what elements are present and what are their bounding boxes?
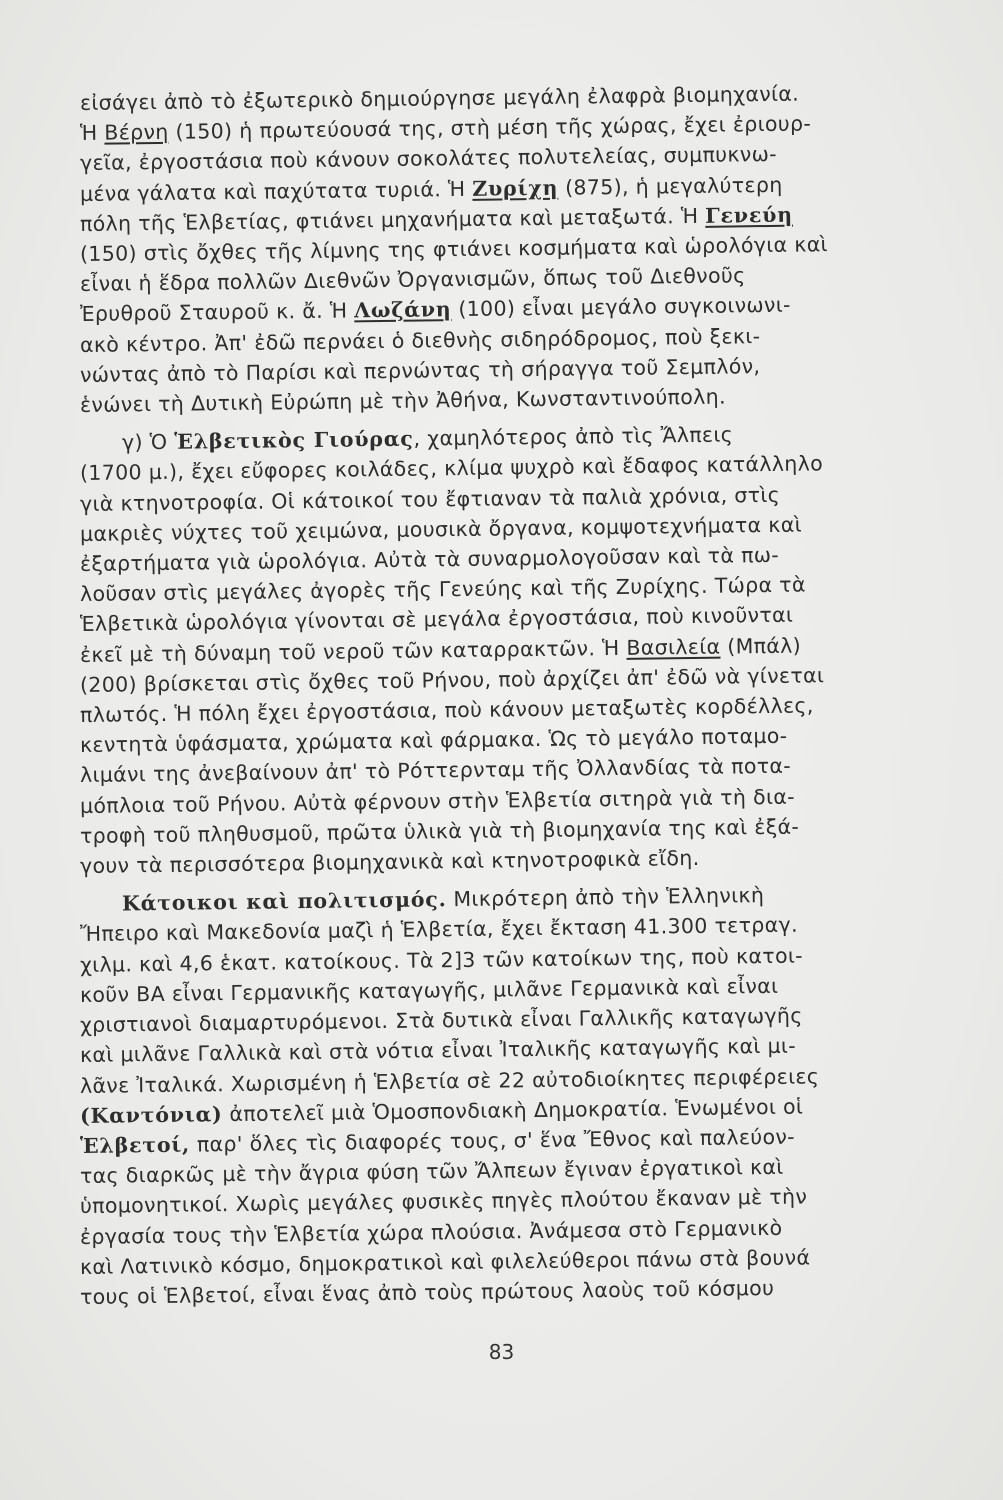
term-swiss: Ἑλβετοί,	[79, 1132, 191, 1158]
text-line: γεῖα, ἐργοστάσια ποὺ κάνουν σοκολάτες πολυτελείας, συμπυκνω-	[79, 142, 778, 176]
text-line: Ἐρυθροῦ Σταυροῦ κ. ἄ. Ἡ Λωζάνη (100) εἶναι μεγάλο συγκοινωνι-	[79, 293, 791, 327]
text-line: τους οἱ Ἑλβετοί, εἶναι ἕνας ἀπὸ τοὺς πρώτους λαοὺς τοῦ κόσμου	[79, 1275, 775, 1309]
body-text	[79, 81, 888, 1312]
text-line: λοῦσαν στὶς μεγάλες ἀγορὲς τῆς Γενεύης καὶ τῆς Ζυρίχης. Τώρα τὰ	[79, 572, 806, 607]
text-line: Ἑλβετοί, παρ' ὅλες τὶς διαφορές τους, σ' ἕνα Ἔθνος καὶ παλεύον-	[79, 1124, 796, 1158]
city-geneva: Γενεύη	[705, 202, 794, 228]
text-line: γ) Ὁ Ἑλβετικὸς Γιούρας, χαμηλότερος ἀπὸ τὶς Ἄλπεις	[121, 422, 734, 455]
text-line: ἐκεῖ μὲ τὴ δύναμη τοῦ νεροῦ τῶν καταρρακτῶν. Ἡ Βασιλεία (Μπάλ)	[79, 633, 802, 667]
page-number: 83	[488, 1340, 515, 1364]
text-line: λιμάνι της ἀνεβαίνουν ἀπ' τὸ Ρόττερνταμ τῆς Ὀλλανδίας τὰ ποτα-	[79, 754, 792, 788]
city-basel: Βασιλεία	[626, 634, 721, 660]
text-line: μόπλοια τοῦ Ρήνου. Αὐτὰ φέρνουν στὴν Ἑλβετία σιτηρὰ γιὰ τὴ δια-	[79, 784, 796, 818]
text-line: νώντας ἀπὸ τὸ Παρίσι καὶ περνώντας τὴ σήραγγα τοῦ Σεμπλόν,	[79, 353, 761, 387]
text-line: ὑπομονητικοί. Χωρὶς μεγάλες φυσικὲς πηγὲς πλούτου ἔκαναν μὲ τὴν	[79, 1184, 808, 1219]
text-line: καὶ Λατινικὸ κόσμο, δημοκρατικοὶ καὶ φιλελεύθεροι πάνω στὰ βουνά	[79, 1245, 811, 1279]
text-line: τροφὴ τοῦ πληθυσμοῦ, πρῶτα ὑλικὰ γιὰ τὴ βιομηχανία της καὶ ἐξά-	[79, 814, 800, 848]
text-line: χριστιανοὶ διαμαρτυρόμενοι. Στὰ δυτικὰ εἶναι Γαλλικῆς καταγωγῆς	[79, 1003, 803, 1038]
text-line: γιὰ κτηνοτροφία. Οἱ κάτοικοί του ἔφτιαναν τὰ παλιὰ χρόνια, στὶς	[79, 482, 781, 516]
city-lausanne: Λωζάνη	[354, 297, 452, 323]
section-heading-inhabitants: Κάτοικοι καὶ πολιτισμός.	[121, 887, 447, 916]
text-line: Ἤπειρο καὶ Μακεδονία μαζὶ ἡ Ἑλβετία, ἔχει ἔκταση 41.300 τετραγ.	[79, 913, 799, 947]
section-jura: Ἑλβετικὸς Γιούρας	[174, 426, 414, 454]
text-line: ἑνώνει τὴ Δυτικὴ Εὐρώπη μὲ τὴν Ἀθήνα, Κωνσταντινούπολη.	[79, 384, 727, 418]
text-line: πόλη τῆς Ἑλβετίας, φτιάνει μηχανήματα καὶ μεταξωτά. Ἡ Γενεύη	[79, 202, 794, 236]
text-line: (1700 μ.), ἔχει εὔφορες κοιλάδες, κλίμα ψυχρὸ καὶ ἔδαφος κατάλληλο	[79, 451, 824, 486]
text-line: (150) στὶς ὄχθες τῆς λίμνης της φτιάνει κοσμήματα καὶ ὡρολόγια καὶ	[79, 232, 829, 267]
text-line: κεντητὰ ὑφάσματα, χρώματα καὶ φάρμακα. Ὡς τὸ μεγάλο ποταμο-	[79, 724, 788, 758]
text-line: μακριὲς νύχτες τοῦ χειμώνα, μουσικὰ ὄργανα, κομψοτεχνήματα καὶ	[79, 512, 803, 546]
text-line: Κάτοικοι καὶ πολιτισμός. Μικρότερη ἀπὸ τὴν Ἑλληνικὴ	[121, 883, 765, 916]
text-line: Ἑλβετικὰ ὡρολόγια γίνονται σὲ μεγάλα ἐργοστάσια, ποὺ κινοῦνται	[79, 603, 794, 637]
text-line: εἶναι ἡ ἕδρα πολλῶν Διεθνῶν Ὀργανισμῶν, ὅπως τοῦ Διεθνοῦς	[79, 263, 746, 297]
text-line: καὶ μιλᾶνε Γαλλικὰ καὶ στὰ νότια εἶναι Ἰταλικῆς καταγωγῆς καὶ μι-	[79, 1033, 797, 1068]
text-line: τας διαρκῶς μὲ τὴν ἄγρια φύση τῶν Ἄλπεων ἔγιναν ἐργατικοὶ καὶ	[79, 1154, 784, 1189]
text-line: (200) βρίσκεται στὶς ὄχθες τοῦ Ρήνου, ποὺ ἀρχίζει ἀπ' ἐδῶ νὰ γίνεται	[79, 663, 825, 697]
text-line: ἐργασία τους τὴν Ἑλβετία χώρα πλούσια. Ἀνάμεσα στὸ Γερμανικὸ	[79, 1215, 783, 1249]
text-line: πλωτός. Ἡ πόλη ἔχει ἐργοστάσια, ποὺ κάνουν μεταξωτὲς κορδέλλες,	[79, 693, 814, 728]
text-line: ακὸ κέντρο. Ἀπ' ἐδῶ περνάει ὁ διεθνὴς σιδηρόδρομος, ποὺ ξεκι-	[79, 323, 761, 357]
city-zurich: Ζυρίχη	[472, 175, 559, 201]
text-line: μένα γάλατα καὶ παχύτατα τυριά. Ἡ Ζυρίχη (875), ἡ μεγαλύτερη	[79, 172, 783, 206]
text-line: (Καντόνια) ἀποτελεῖ μιὰ Ὁμοσπονδιακὴ Δημοκρατία. Ἑνωμένοι οἱ	[79, 1094, 804, 1128]
text-line: ἐξαρτήματα γιὰ ὡρολόγια. Αὐτὰ τὰ συναρμολογοῦσαν καὶ τὰ πω-	[79, 542, 780, 577]
text-line: Ἡ Βέρνη (150) ἡ πρωτεύουσά της, στὴ μέση τῆς χώρας, ἔχει ἐριουρ-	[79, 111, 812, 146]
text-line: γουν τὰ περισσότερα βιομηχανικὰ καὶ κτηνοτροφικὰ εἴδη.	[79, 845, 700, 879]
text-line: κοῦν ΒΑ εἶναι Γερμανικῆς καταγωγῆς, μιλᾶνε Γερμανικὰ καὶ εἶναι	[79, 973, 779, 1007]
city-bern: Βέρνη	[104, 120, 169, 145]
text-line: εἰσάγει ἀπὸ τὸ ἐξωτερικὸ δημιούργησε μεγάλη ἐλαφρὰ βιομηχανία.	[79, 81, 800, 115]
text-line: λᾶνε Ἰταλικά. Χωρισμένη ἡ Ἑλβετία σὲ 22 αὐτοδιοίκητες περιφέρειες	[79, 1063, 820, 1098]
text-line: χιλμ. καὶ 4,6 ἑκατ. κατοίκους. Τὰ 2]3 τῶν κατοίκων της, ποὺ κατοι-	[79, 943, 804, 977]
term-cantons: (Καντόνια)	[79, 1101, 223, 1128]
